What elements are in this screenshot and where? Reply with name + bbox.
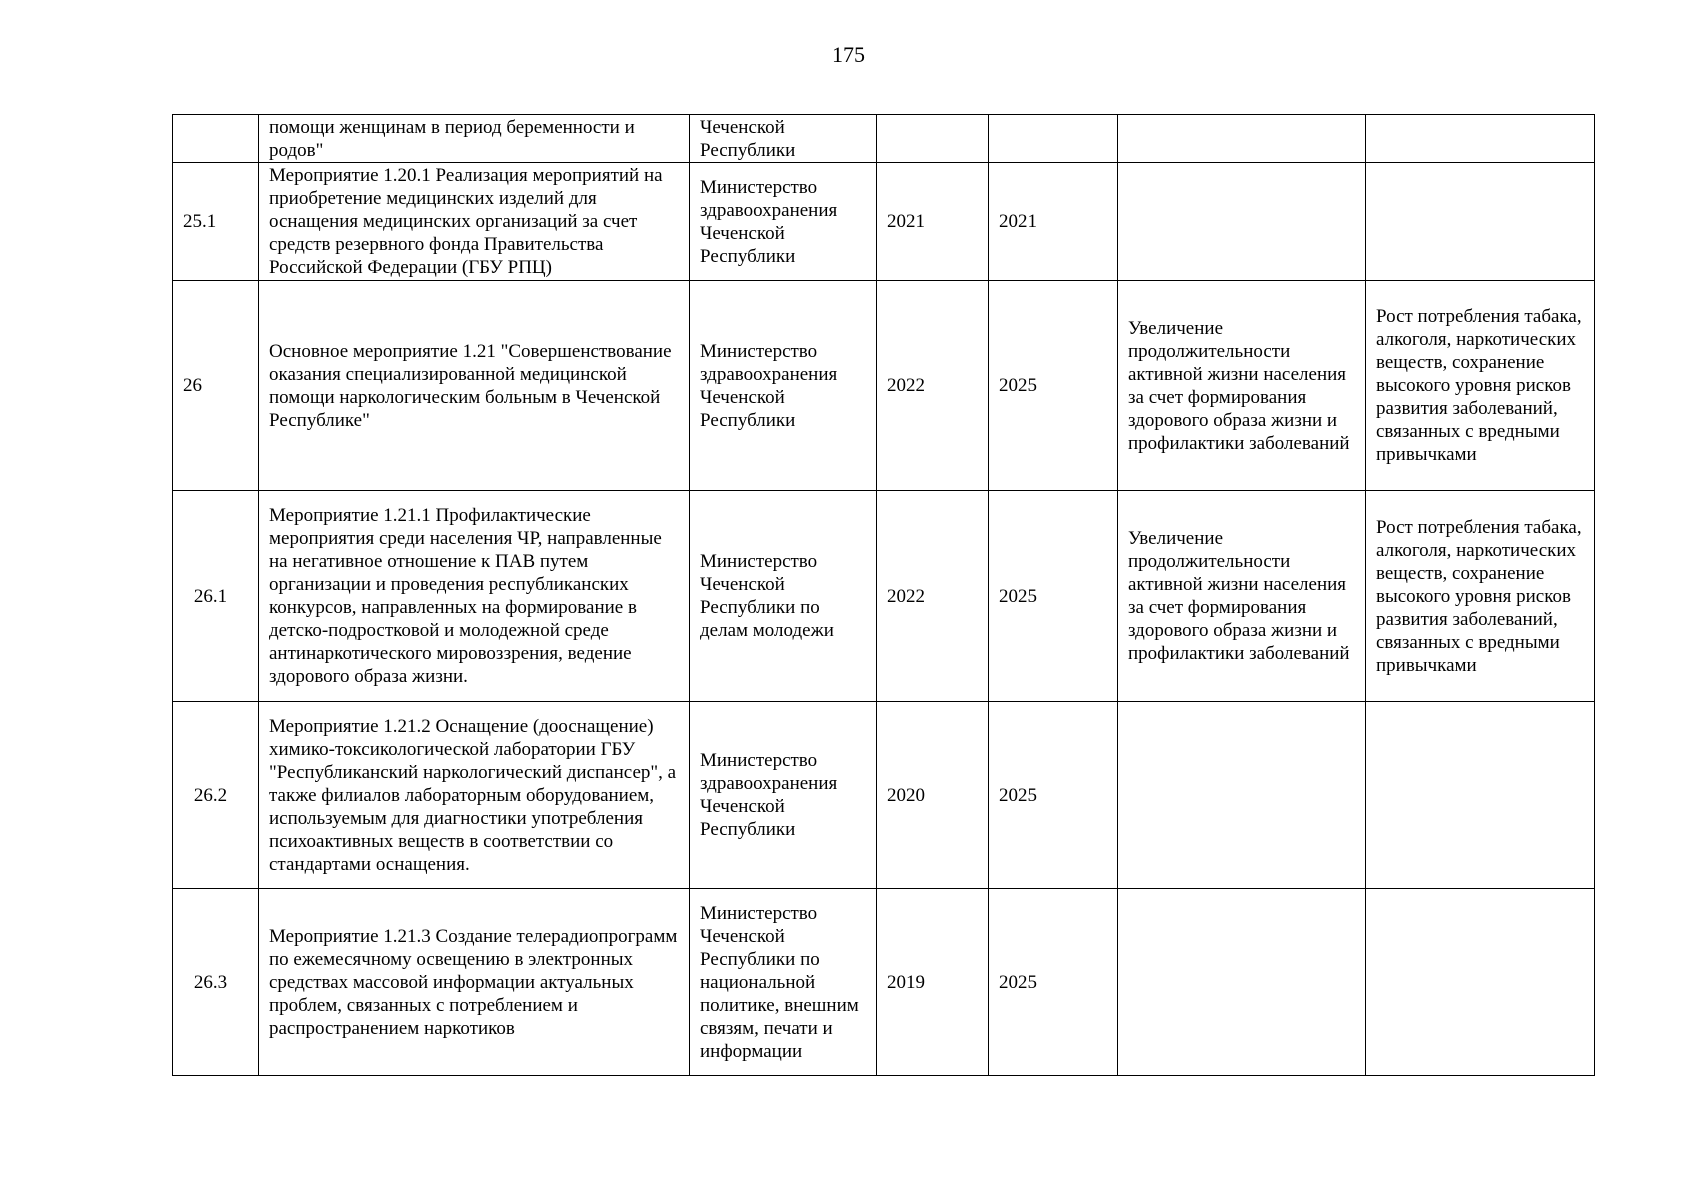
activity-name: Мероприятие 1.20.1 Реализация мероприятий на приобретение медицинских изделий для оснащения медицинских организаций за счет средств резервного фонда Правительства Российской Федерации (ГБУ РПЦ) <box>259 163 690 281</box>
executor: Министерство здравоохранения Чеченской Республики <box>690 281 877 491</box>
program-activities-table <box>172 114 1595 1076</box>
row-number: 26.3 <box>173 889 259 1076</box>
expected-result: Увеличение продолжительности активной жизни населения за счет формирования здорового образа жизни и профилактики заболеваний <box>1118 491 1366 702</box>
expected-result <box>1118 702 1366 889</box>
expected-result <box>1118 889 1366 1076</box>
end-year: 2021 <box>989 163 1118 281</box>
end-year: 2025 <box>989 281 1118 491</box>
executor: Министерство здравоохранения Чеченской Республики <box>690 702 877 889</box>
start-year: 2020 <box>877 702 989 889</box>
row-number: 26.2 <box>173 702 259 889</box>
table-row <box>173 491 1595 702</box>
row-number: 26.1 <box>173 491 259 702</box>
end-year: 2025 <box>989 702 1118 889</box>
activity-name: Мероприятие 1.21.2 Оснащение (дооснащение) химико-токсикологической лаборатории ГБУ "Республиканский наркологический диспансер", а также филиалов лабораторным оборудованием, используемым для диагностики употребления психоактивных веществ в соответствии со стандартами оснащения. <box>259 702 690 889</box>
risk: Рост потребления табака, алкоголя, наркотических веществ, сохранение высокого уровня рисков развития заболеваний, связанных с вредными привычками <box>1366 491 1595 702</box>
row-number: 26 <box>173 281 259 491</box>
expected-result <box>1118 115 1366 163</box>
executor: Министерство Чеченской Республики по делам молодежи <box>690 491 877 702</box>
row-number <box>173 115 259 163</box>
start-year: 2022 <box>877 491 989 702</box>
end-year: 2025 <box>989 889 1118 1076</box>
activity-name: помощи женщинам в период беременности и родов" <box>259 115 690 163</box>
table-row <box>173 163 1595 281</box>
page-number: 175 <box>832 42 865 67</box>
table-row <box>173 115 1595 163</box>
start-year: 2021 <box>877 163 989 281</box>
row-number: 25.1 <box>173 163 259 281</box>
executor: Министерство здравоохранения Чеченской Республики <box>690 163 877 281</box>
table-row <box>173 281 1595 491</box>
activity-name: Мероприятие 1.21.1 Профилактические мероприятия среди населения ЧР, направленные на негативное отношение к ПАВ путем организации и проведения республиканских конкурсов, направленных на формирование в детско-подростковой и молодежной среде антинаркотического мировоззрения, ведение здорового образа жизни. <box>259 491 690 702</box>
start-year: 2022 <box>877 281 989 491</box>
end-year: 2025 <box>989 491 1118 702</box>
risk <box>1366 163 1595 281</box>
risk: Рост потребления табака, алкоголя, наркотических веществ, сохранение высокого уровня рисков развития заболеваний, связанных с вредными привычками <box>1366 281 1595 491</box>
risk <box>1366 889 1595 1076</box>
risk <box>1366 702 1595 889</box>
start-year: 2019 <box>877 889 989 1076</box>
expected-result <box>1118 163 1366 281</box>
expected-result: Увеличение продолжительности активной жизни населения за счет формирования здорового образа жизни и профилактики заболеваний <box>1118 281 1366 491</box>
table-row <box>173 702 1595 889</box>
executor: Чеченской Республики <box>690 115 877 163</box>
end-year <box>989 115 1118 163</box>
activity-name: Мероприятие 1.21.3 Создание телерадиопрограмм по ежемесячному освещению в электронных средствах массовой информации актуальных проблем, связанных с потреблением и распространением наркотиков <box>259 889 690 1076</box>
start-year <box>877 115 989 163</box>
activity-name: Основное мероприятие 1.21 "Совершенствование оказания специализированной медицинской помощи наркологическим больным в Чеченской Республике" <box>259 281 690 491</box>
table-row <box>173 889 1595 1076</box>
executor: Министерство Чеченской Республики по национальной политике, внешним связям, печати и информации <box>690 889 877 1076</box>
risk <box>1366 115 1595 163</box>
